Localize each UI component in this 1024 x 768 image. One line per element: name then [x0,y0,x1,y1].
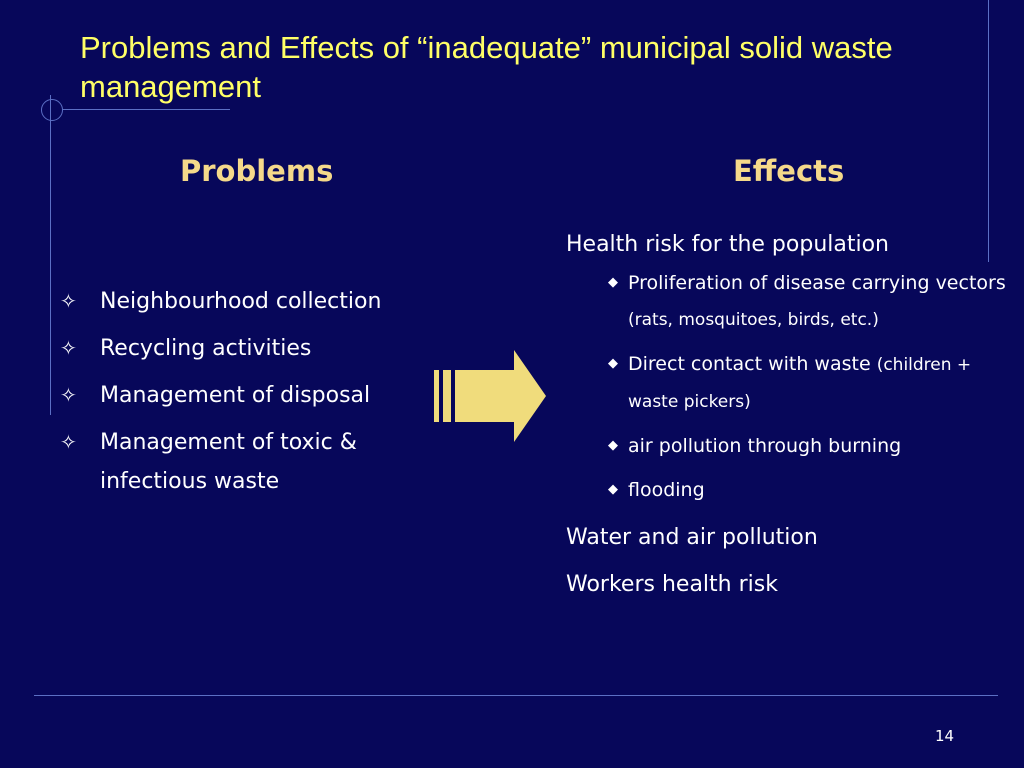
decorative-right-vertical-line [988,0,989,262]
subitem-note: (children + waste pickers) [628,355,972,412]
list-item [60,282,440,321]
list-item [608,346,1016,420]
diamond-icon: ◆ [608,438,618,453]
list-item [608,472,1016,508]
diamond-icon: ◆ [608,482,618,497]
effects-heading: Effects [733,154,845,188]
problem-item-text: Management of disposal [100,383,371,408]
subitem-text: air pollution through burning [628,435,902,457]
diamond-icon: ◆ [608,356,618,371]
effect-item-text: Water and air pollution [566,525,818,550]
subitem-text: Direct contact with waste [628,353,871,375]
effect-sublist [608,265,1016,508]
decorative-top-line [62,109,230,110]
list-item [566,521,1016,555]
list-item [60,423,440,501]
block-arrow-right-icon [432,348,548,444]
four-pointed-star-icon: ✧ [60,336,77,360]
footer-divider [34,695,998,696]
problems-heading: Problems [180,154,334,188]
problem-item-text: Management of toxic & infectious waste [100,430,357,494]
subitem-text: flooding [628,479,705,501]
slide-number: 14 [935,727,955,745]
effects-list [566,228,1016,615]
list-item [60,329,440,368]
decorative-circle [41,99,63,121]
subitem-text: Proliferation of disease carrying vectors [628,272,1006,294]
four-pointed-star-icon: ✧ [60,383,77,407]
list-item [608,265,1016,338]
effect-item-text: Workers health risk [566,572,778,597]
problem-item-text: Recycling activities [100,336,312,361]
list-item [566,568,1016,602]
slide-title: Problems and Effects of “inadequate” municipal solid waste management [80,30,893,104]
list-item [608,428,1016,464]
diamond-icon: ◆ [608,275,618,290]
subitem-note: (rats, mosquitoes, birds, etc.) [628,310,879,330]
decorative-left-vertical-line [50,95,51,415]
effect-item-text: Health risk for the population [566,232,889,257]
problems-list [60,282,440,509]
list-item [566,228,1016,508]
four-pointed-star-icon: ✧ [60,289,77,313]
list-item [60,376,440,415]
four-pointed-star-icon: ✧ [60,430,77,454]
problem-item-text: Neighbourhood collection [100,289,382,314]
